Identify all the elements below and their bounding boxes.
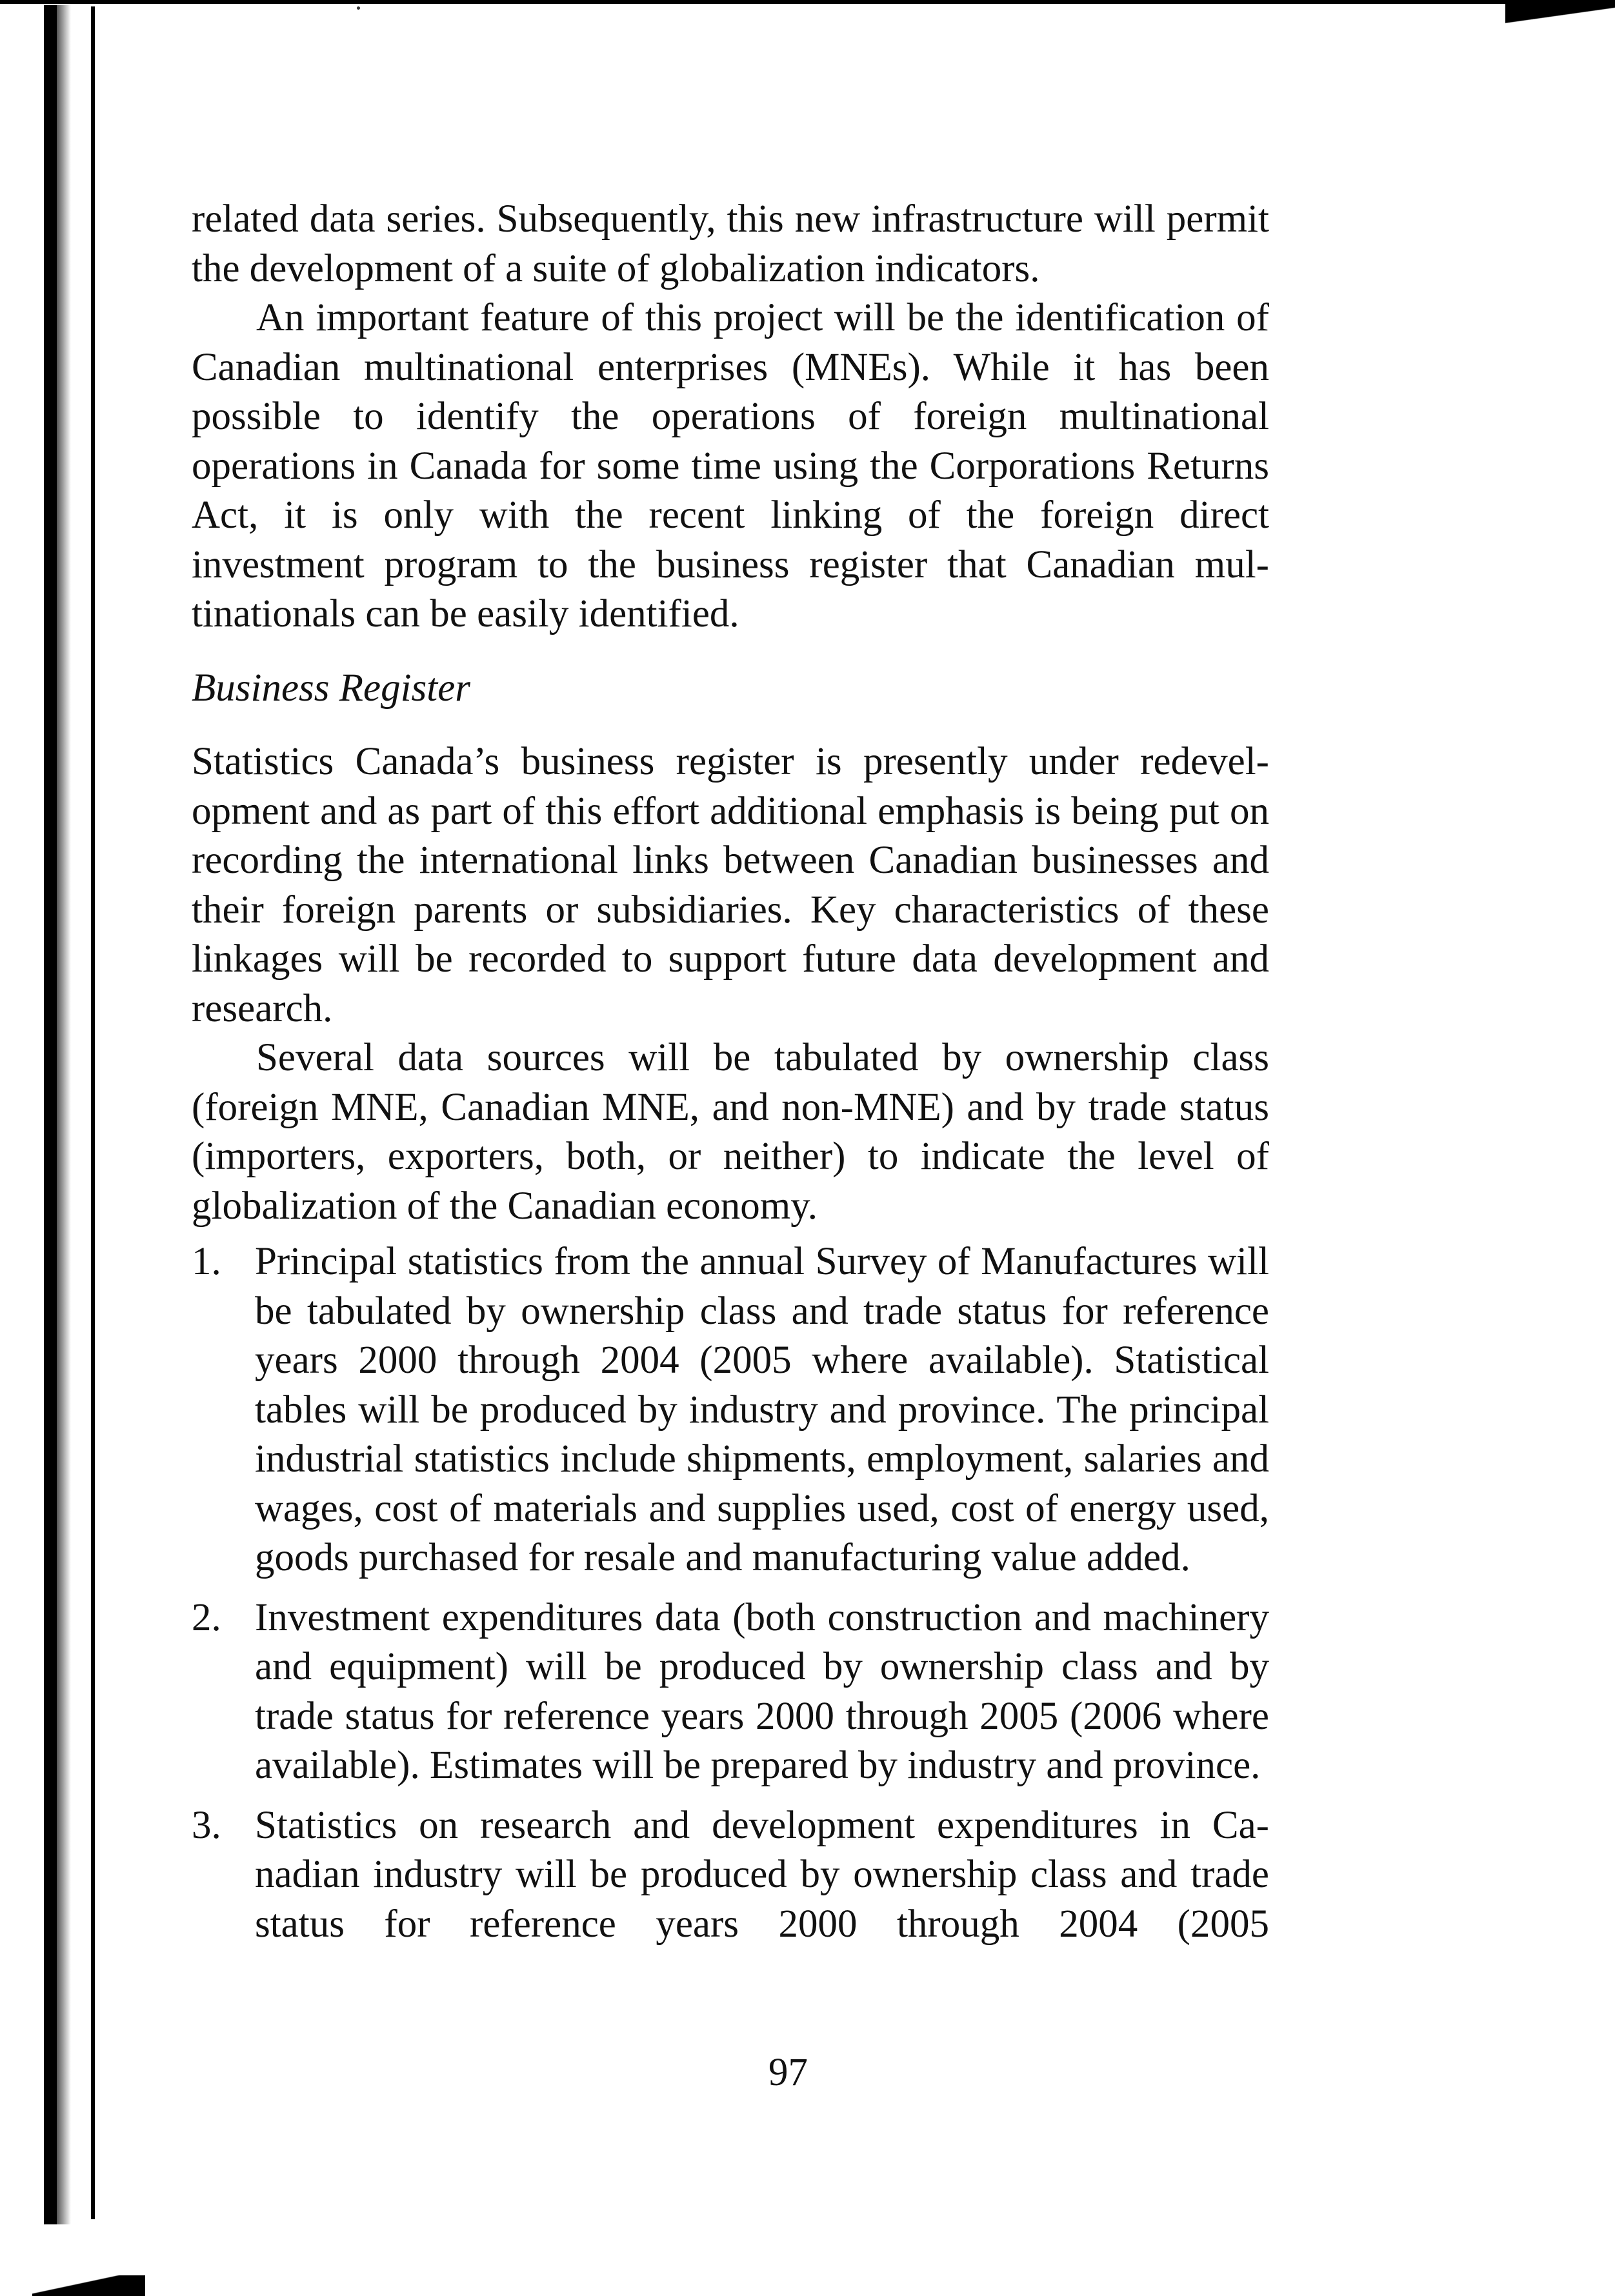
- paragraph-data-sources: Several data sources will be tabulated by ownership class (foreign MNE, Canadian MNE, and non-MNE) and by trade status (importers, exporters, both, or neither) to indicate the level of globalization of the Canadian economy.: [192, 1036, 1269, 1228]
- list-item: [192, 1801, 1269, 1950]
- list-item-number: 2.: [192, 1595, 221, 1639]
- list-item-text: Principal statistics from the annual Survey of Manufactures will be tabulated by ownership class and trade status for reference years 2000 through 2004 (2005 where available). Statistical tables will be produced by industry and province. The principal industrial statistics include shipments, employment, salaries and wages, cost of materials and supplies used, cost of energy used, goods purchased for resale and manufacturing value added.: [255, 1240, 1269, 1579]
- numbered-list: [192, 1237, 1269, 1949]
- list-item: [192, 1593, 1269, 1791]
- paragraph-continuation: related data series. Subsequently, this new infrastructure will permit the development of a suite of globalization indicators.: [192, 197, 1269, 290]
- list-item: [192, 1237, 1269, 1583]
- page-number: 97: [768, 2051, 808, 2094]
- scan-bottom-corner: [32, 2275, 145, 2296]
- paragraph-business-register: Statistics Canada’s business register is presently under redevelopment and as part of this effort additional emphasis is being put on recording the international links between Canadian businesses and their foreign parents or subsidiaries. Key characteristics of these linkages will be recorded to support future data development and research.: [192, 740, 1269, 1030]
- page-number-container: [0, 2050, 1615, 2095]
- scan-corner-shadow: [1505, 0, 1615, 26]
- book-gutter-edge-line: [91, 6, 95, 2219]
- list-item-number: 3.: [192, 1803, 221, 1847]
- scan-top-edge: [0, 0, 1615, 4]
- paragraph-mne-identification: An important feature of this project will be the identification of Canadian multinational enterprises (MNEs). While it has been possible to identify the operations of foreign multinational operations in Canada for some time using the Corporations Returns Act, it is only with the recent linking of the foreign direct investment program to the business register that Canadian multinationals can be easily identified.: [192, 296, 1269, 635]
- scan-speck: [357, 6, 360, 10]
- list-item-text: Statistics on research and development expenditures in Canadian industry will be produced by ownership class and trade status for reference years 2000 through 2004 (2005: [255, 1803, 1269, 1946]
- page-body: [192, 195, 1269, 1959]
- list-item-number: 1.: [192, 1240, 221, 1283]
- book-gutter-shadow: [44, 5, 58, 2224]
- section-heading: Business Register: [192, 666, 471, 710]
- book-gutter-gradient: [57, 5, 71, 2224]
- list-item-text: Investment expenditures data (both construction and machinery and equipment) will be produced by ownership class and by trade status for reference years 2000 through 2005 (2006 where available). Estimates will be prepared by industry and province.: [255, 1595, 1269, 1787]
